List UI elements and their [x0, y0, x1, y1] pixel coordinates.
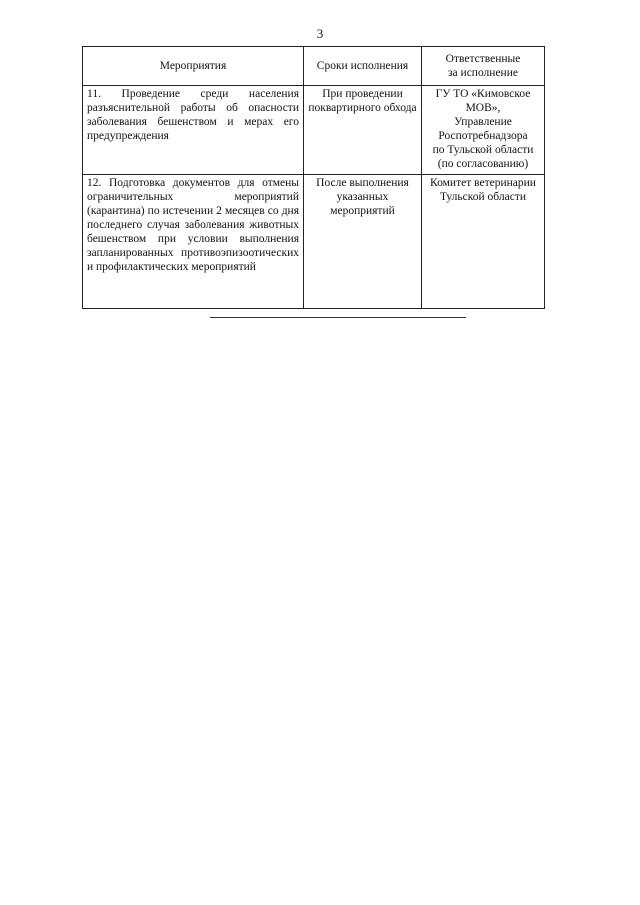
table-row — [83, 175, 545, 309]
measures-table — [82, 46, 545, 309]
table-row — [83, 86, 545, 175]
end-divider-line — [210, 317, 466, 318]
table-header-row — [83, 47, 545, 86]
row-11-event: 11. Проведение среди населения разъяснительной работы об опасности заболевания бешенством и мерах его предупреждения — [83, 86, 304, 175]
header-measures: Мероприятия — [83, 47, 304, 86]
header-deadlines: Сроки исполнения — [304, 47, 422, 86]
page-number: 3 — [316, 26, 324, 41]
row-11-deadline: При проведении поквартирного обхода — [304, 86, 422, 175]
row-12-responsible: Комитет ветеринарии Тульской области — [422, 175, 545, 309]
row-12-deadline: После выполнения указанных мероприятий — [304, 175, 422, 309]
header-responsible: Ответственные за исполнение — [422, 47, 545, 86]
row-11-responsible: ГУ ТО «Кимовское МОВ», Управление Роспотребнадзора по Тульской области (по согласованию) — [422, 86, 545, 175]
row-12-event: 12. Подготовка документов для отмены ограничительных мероприятий (карантина) по истечении 2 месяцев со дня последнего случая заболевания животных бешенством при условии выполнения запланированных противоэпизоотических и профилактических мероприятий — [83, 175, 304, 309]
